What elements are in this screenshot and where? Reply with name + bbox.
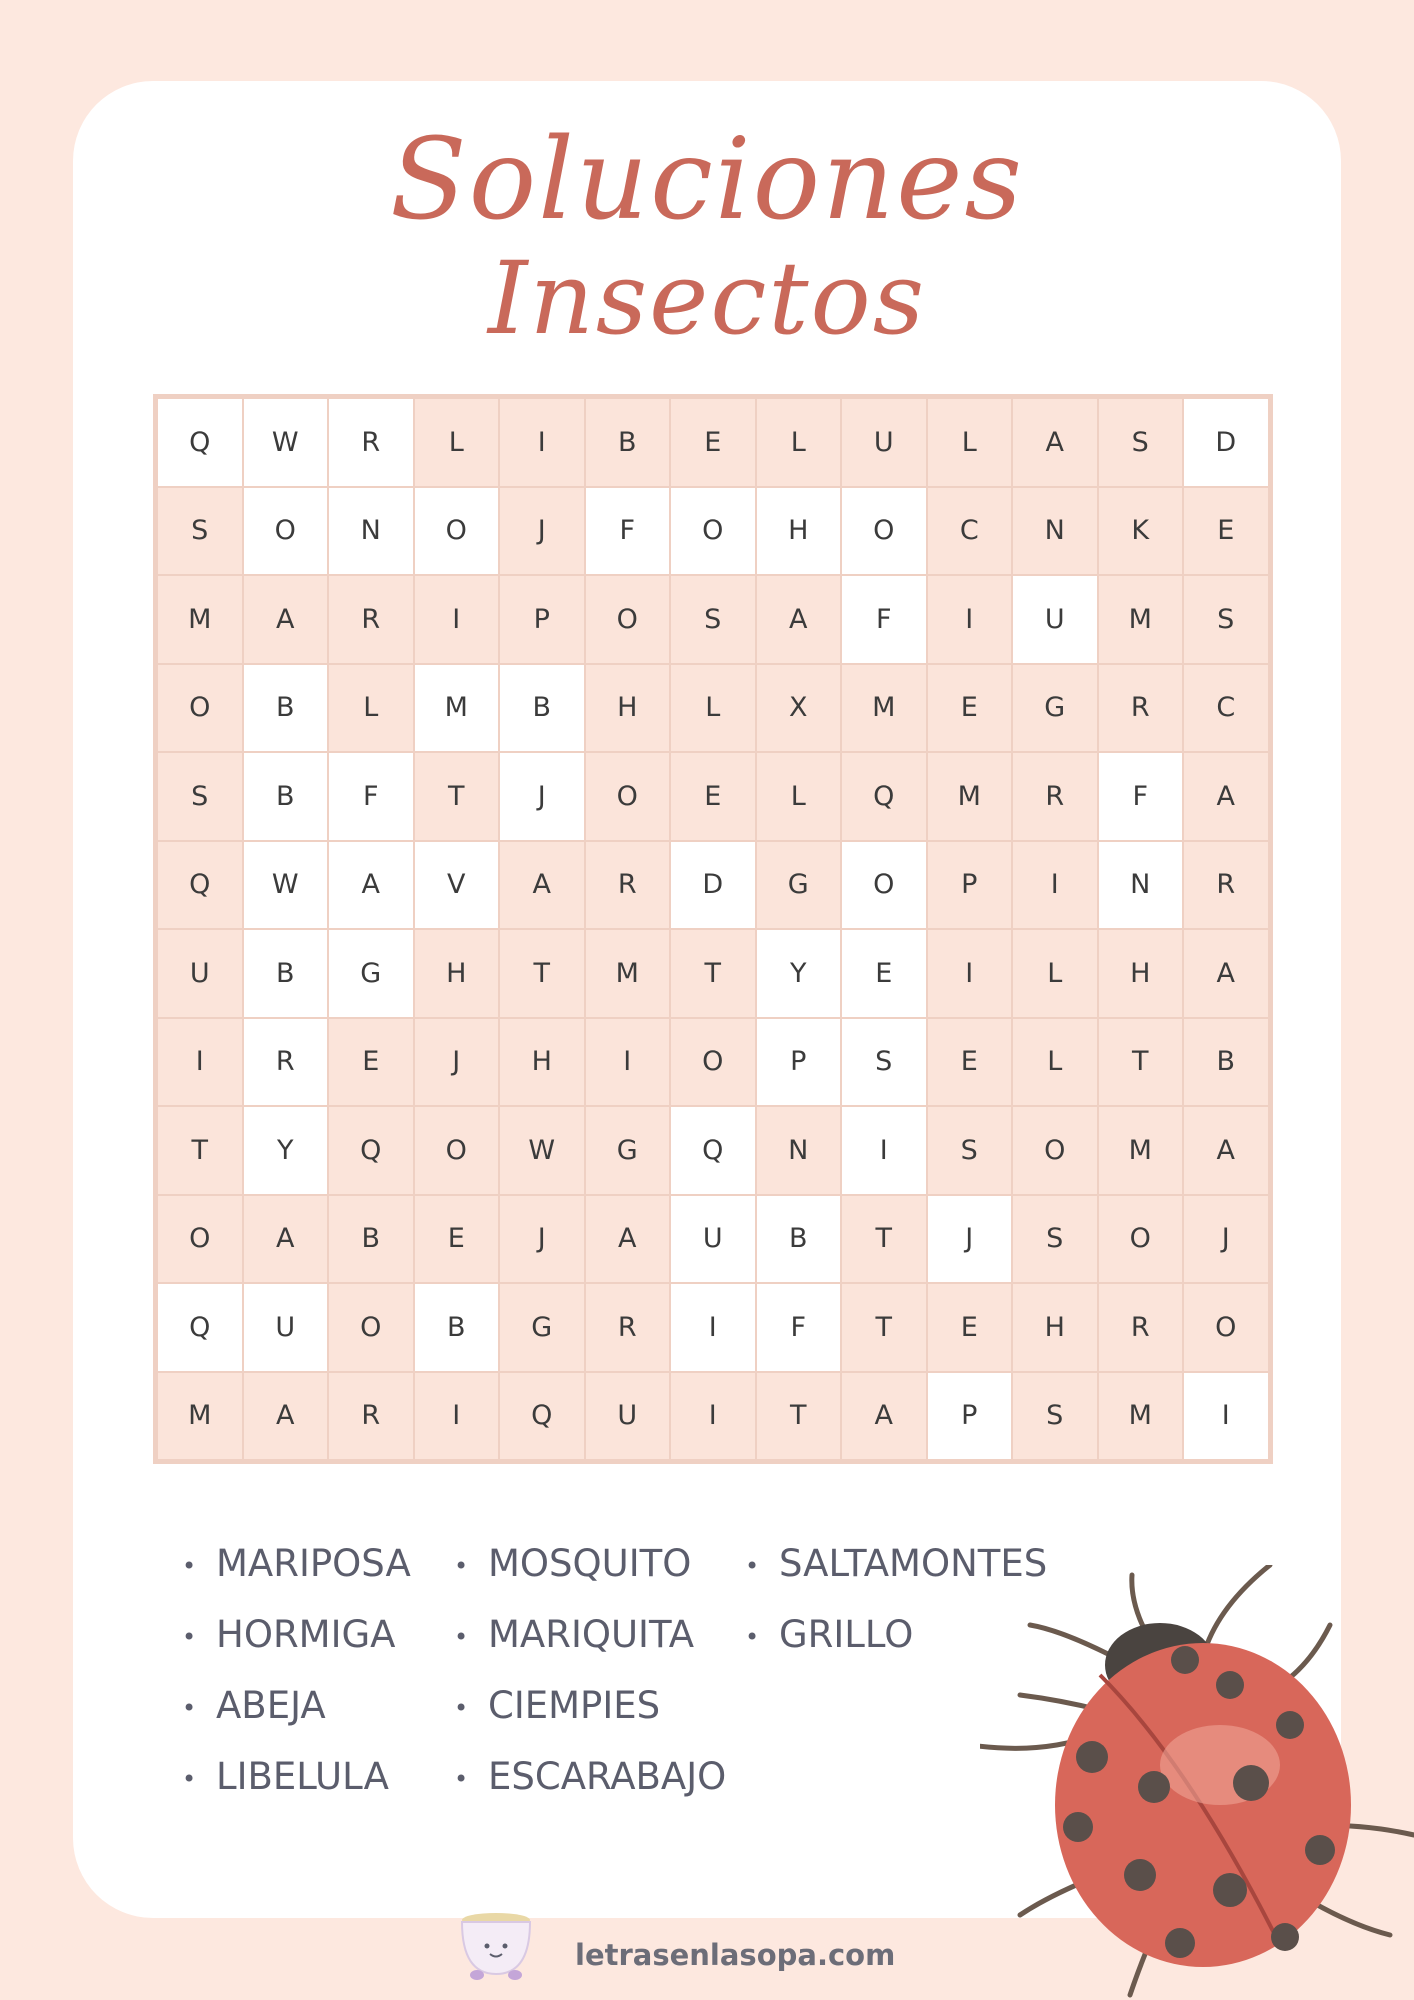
grid-cell: F xyxy=(1099,753,1183,840)
grid-cell: S xyxy=(1184,576,1268,663)
word-list-item: • SALTAMONTES xyxy=(745,1536,1047,1607)
grid-cell: A xyxy=(757,576,841,663)
word-list-item: • HORMIGA xyxy=(182,1607,411,1678)
grid-cell: I xyxy=(415,1373,499,1460)
grid-cell: R xyxy=(1099,665,1183,752)
grid-cell: L xyxy=(757,753,841,840)
grid-cell: M xyxy=(1099,1107,1183,1194)
grid-cell: O xyxy=(415,488,499,575)
grid-cell: P xyxy=(928,842,1012,929)
word-list-item: • ESCARABAJO xyxy=(454,1749,726,1820)
grid-cell: P xyxy=(928,1373,1012,1460)
grid-cell: S xyxy=(158,753,242,840)
grid-cell: A xyxy=(1184,1107,1268,1194)
grid-cell: T xyxy=(1099,1019,1183,1106)
word-list-item: • MARIPOSA xyxy=(182,1536,411,1607)
grid-cell: H xyxy=(1099,930,1183,1017)
grid-cell: I xyxy=(842,1107,926,1194)
grid-cell: B xyxy=(1184,1019,1268,1106)
grid-cell: O xyxy=(1099,1196,1183,1283)
grid-cell: R xyxy=(1184,842,1268,929)
grid-cell: U xyxy=(244,1284,328,1371)
grid-cell: J xyxy=(500,488,584,575)
grid-cell: Q xyxy=(158,399,242,486)
grid-cell: A xyxy=(244,1196,328,1283)
grid-cell: E xyxy=(415,1196,499,1283)
grid-cell: S xyxy=(842,1019,926,1106)
grid-cell: I xyxy=(586,1019,670,1106)
ladybug-icon xyxy=(980,1565,1414,2000)
grid-cell: U xyxy=(1013,576,1097,663)
word-list-item: • ABEJA xyxy=(182,1678,411,1749)
grid-cell: M xyxy=(158,1373,242,1460)
grid-cell: K xyxy=(1099,488,1183,575)
mascot-icon xyxy=(457,1912,535,1982)
grid-cell: M xyxy=(586,930,670,1017)
grid-cell: Y xyxy=(244,1107,328,1194)
grid-cell: R xyxy=(586,842,670,929)
grid-cell: M xyxy=(415,665,499,752)
grid-cell: A xyxy=(842,1373,926,1460)
grid-cell: R xyxy=(586,1284,670,1371)
grid-cell: Q xyxy=(329,1107,413,1194)
grid-cell: O xyxy=(671,1019,755,1106)
grid-cell: I xyxy=(928,930,1012,1017)
grid-cell: I xyxy=(500,399,584,486)
grid-cell: S xyxy=(1013,1373,1097,1460)
grid-cell: A xyxy=(244,576,328,663)
grid-cell: H xyxy=(757,488,841,575)
grid-cell: S xyxy=(928,1107,1012,1194)
grid-cell: G xyxy=(329,930,413,1017)
grid-cell: J xyxy=(415,1019,499,1106)
grid-cell: U xyxy=(842,399,926,486)
grid-cell: Q xyxy=(842,753,926,840)
grid-cell: E xyxy=(329,1019,413,1106)
grid-cell: G xyxy=(1013,665,1097,752)
grid-cell: G xyxy=(757,842,841,929)
grid-cell: N xyxy=(1099,842,1183,929)
grid-cell: Q xyxy=(500,1373,584,1460)
grid-cell: A xyxy=(1184,753,1268,840)
grid-cell: E xyxy=(842,930,926,1017)
grid-cell: C xyxy=(1184,665,1268,752)
grid-cell: O xyxy=(415,1107,499,1194)
grid-cell: O xyxy=(671,488,755,575)
grid-cell: A xyxy=(1013,399,1097,486)
grid-cell: B xyxy=(415,1284,499,1371)
grid-cell: M xyxy=(842,665,926,752)
grid-cell: R xyxy=(329,399,413,486)
grid-cell: T xyxy=(842,1196,926,1283)
grid-cell: N xyxy=(1013,488,1097,575)
grid-cell: D xyxy=(671,842,755,929)
grid-cell: A xyxy=(500,842,584,929)
grid-cell: V xyxy=(415,842,499,929)
grid-cell: L xyxy=(671,665,755,752)
grid-cell: L xyxy=(928,399,1012,486)
grid-cell: A xyxy=(1184,930,1268,1017)
grid-cell: M xyxy=(158,576,242,663)
word-list-column-2 xyxy=(454,1536,726,1820)
grid-cell: J xyxy=(1184,1196,1268,1283)
grid-cell: U xyxy=(671,1196,755,1283)
grid-cell: G xyxy=(500,1284,584,1371)
grid-cell: X xyxy=(757,665,841,752)
grid-cell: P xyxy=(757,1019,841,1106)
grid-cell: B xyxy=(757,1196,841,1283)
word-list-item: • CIEMPIES xyxy=(454,1678,726,1749)
grid-cell: B xyxy=(244,753,328,840)
footer-site-link[interactable]: letrasenlasopa.com xyxy=(575,1938,896,1972)
grid-cell: M xyxy=(928,753,1012,840)
grid-cell: F xyxy=(586,488,670,575)
grid-cell: N xyxy=(329,488,413,575)
grid-cell: I xyxy=(928,576,1012,663)
grid-cell: C xyxy=(928,488,1012,575)
grid-cell: O xyxy=(244,488,328,575)
grid-cell: L xyxy=(757,399,841,486)
grid-cell: U xyxy=(586,1373,670,1460)
grid-cell: T xyxy=(842,1284,926,1371)
grid-cell: T xyxy=(757,1373,841,1460)
grid-cell: R xyxy=(1013,753,1097,840)
word-list-column-1 xyxy=(182,1536,411,1820)
grid-cell: N xyxy=(757,1107,841,1194)
grid-cell: A xyxy=(244,1373,328,1460)
grid-cell: M xyxy=(1099,576,1183,663)
grid-cell: E xyxy=(671,399,755,486)
grid-cell: E xyxy=(1184,488,1268,575)
grid-cell: F xyxy=(329,753,413,840)
grid-cell: R xyxy=(329,1373,413,1460)
grid-cell: S xyxy=(1013,1196,1097,1283)
grid-cell: R xyxy=(329,576,413,663)
grid-cell: Y xyxy=(757,930,841,1017)
grid-cell: B xyxy=(329,1196,413,1283)
grid-cell: J xyxy=(500,1196,584,1283)
grid-cell: H xyxy=(415,930,499,1017)
grid-cell: L xyxy=(1013,930,1097,1017)
grid-cell: W xyxy=(500,1107,584,1194)
grid-cell: D xyxy=(1184,399,1268,486)
grid-cell: A xyxy=(329,842,413,929)
grid-cell: Q xyxy=(158,1284,242,1371)
title-line-1: Soluciones xyxy=(390,115,1024,245)
grid-cell: W xyxy=(244,842,328,929)
grid-cell: W xyxy=(244,399,328,486)
grid-cell: I xyxy=(1184,1373,1268,1460)
grid-cell: O xyxy=(158,665,242,752)
title-line-2: Insectos xyxy=(487,240,927,357)
grid-cell: S xyxy=(1099,399,1183,486)
grid-cell: J xyxy=(500,753,584,840)
grid-cell: O xyxy=(586,576,670,663)
grid-cell: H xyxy=(586,665,670,752)
grid-cell: P xyxy=(500,576,584,663)
grid-cell: T xyxy=(671,930,755,1017)
grid-cell: R xyxy=(244,1019,328,1106)
grid-cell: L xyxy=(1013,1019,1097,1106)
grid-cell: E xyxy=(671,753,755,840)
word-list-item: • LIBELULA xyxy=(182,1749,411,1820)
grid-cell: H xyxy=(1013,1284,1097,1371)
grid-cell: I xyxy=(415,576,499,663)
grid-cell: T xyxy=(415,753,499,840)
grid-cell: S xyxy=(671,576,755,663)
grid-cell: O xyxy=(158,1196,242,1283)
grid-cell: R xyxy=(1099,1284,1183,1371)
grid-cell: I xyxy=(158,1019,242,1106)
grid-cell: I xyxy=(1013,842,1097,929)
grid-cell: T xyxy=(500,930,584,1017)
grid-cell: E xyxy=(928,1284,1012,1371)
grid-cell: O xyxy=(329,1284,413,1371)
grid-cell: S xyxy=(158,488,242,575)
grid-cell: L xyxy=(329,665,413,752)
grid-cell: T xyxy=(158,1107,242,1194)
grid-cell: G xyxy=(586,1107,670,1194)
word-list-item: • MARIQUITA xyxy=(454,1607,726,1678)
grid-cell: B xyxy=(586,399,670,486)
grid-cell: U xyxy=(158,930,242,1017)
grid-cell: I xyxy=(671,1373,755,1460)
grid-cell: L xyxy=(415,399,499,486)
grid-cell: O xyxy=(842,842,926,929)
word-search-grid xyxy=(153,394,1273,1464)
grid-cell: F xyxy=(842,576,926,663)
grid-cell: B xyxy=(500,665,584,752)
grid-cell: Q xyxy=(671,1107,755,1194)
word-list-item: • GRILLO xyxy=(745,1607,1047,1678)
grid-cell: A xyxy=(586,1196,670,1283)
grid-cell: O xyxy=(842,488,926,575)
grid-cell: M xyxy=(1099,1373,1183,1460)
grid-cell: H xyxy=(500,1019,584,1106)
grid-cell: O xyxy=(1013,1107,1097,1194)
grid-cell: Q xyxy=(158,842,242,929)
grid-cell: E xyxy=(928,1019,1012,1106)
grid-cell: F xyxy=(757,1284,841,1371)
grid-cell: B xyxy=(244,665,328,752)
grid-cell: J xyxy=(928,1196,1012,1283)
grid-cell: E xyxy=(928,665,1012,752)
grid-cell: O xyxy=(1184,1284,1268,1371)
grid-cell: B xyxy=(244,930,328,1017)
grid-cell: O xyxy=(586,753,670,840)
grid-cell: I xyxy=(671,1284,755,1371)
word-list-item: • MOSQUITO xyxy=(454,1536,726,1607)
